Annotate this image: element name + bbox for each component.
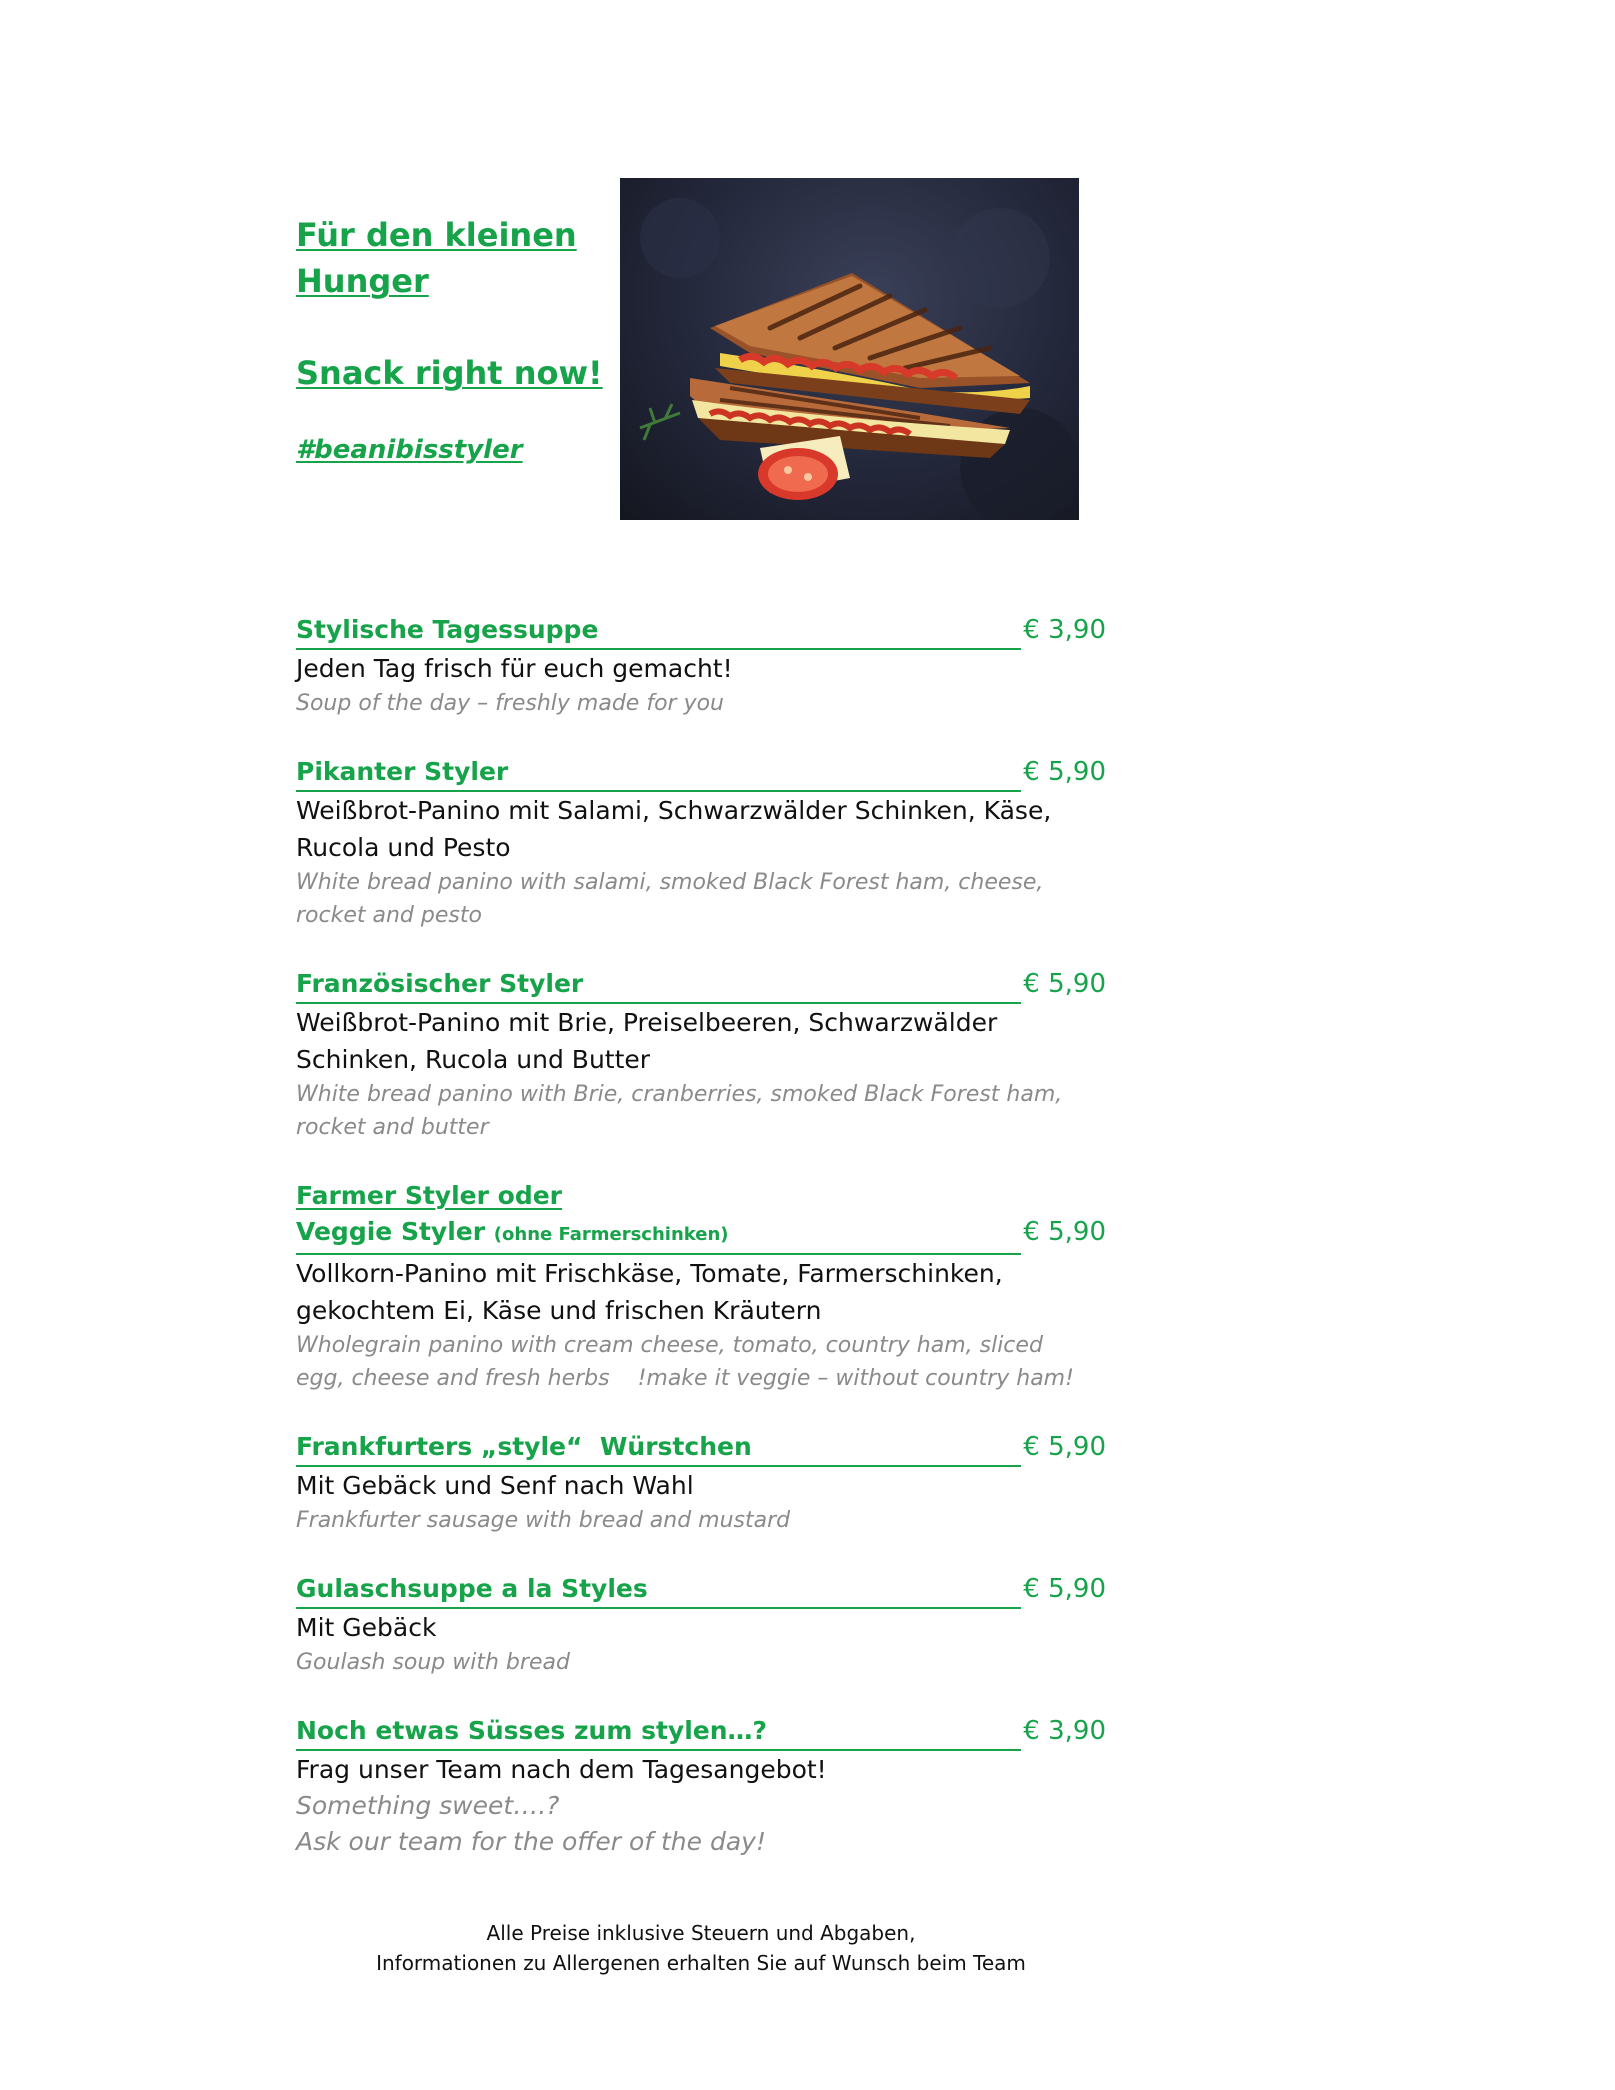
panini-sandwich-photo bbox=[620, 178, 1079, 520]
menu-item-description-en: Ask our team for the offer of the day! bbox=[296, 1827, 766, 1856]
page-subtitle: Snack right now! bbox=[296, 354, 603, 392]
menu-item-price: € 3,90 bbox=[1023, 1716, 1106, 1746]
footer-note bbox=[296, 1918, 1106, 1978]
page-title: Für den kleinen Hunger bbox=[296, 216, 577, 300]
menu-item-description-de: Jeden Tag frisch für euch gemacht! bbox=[296, 654, 733, 683]
menu-item-description-en: Something sweet….? bbox=[296, 1791, 560, 1820]
menu-item-price: € 5,90 bbox=[1023, 1574, 1106, 1604]
menu-item-price: € 5,90 bbox=[1023, 757, 1106, 787]
menu-item bbox=[296, 1429, 1106, 1537]
menu-item-title: Noch etwas Süsses zum stylen…? bbox=[296, 1713, 1021, 1751]
menu-item-description-de: Weißbrot-Panino mit Brie, Preiselbeeren, Schwarzwälder Schinken, Rucola und Butter bbox=[296, 1008, 998, 1074]
menu-item-description-de: Mit Gebäck und Senf nach Wahl bbox=[296, 1471, 694, 1500]
menu-item-title-main: Veggie Styler bbox=[296, 1217, 486, 1246]
menu-item-header bbox=[296, 1429, 1106, 1467]
menu-item-header bbox=[296, 1571, 1106, 1609]
menu-item-description-en: Soup of the day – freshly made for you bbox=[296, 691, 725, 716]
menu-item-price: € 5,90 bbox=[1023, 1432, 1106, 1462]
menu-item-title: Stylische Tagessuppe bbox=[296, 612, 1021, 650]
menu-item-description-en: Wholegrain panino with cream cheese, tomato, country ham, sliced egg, cheese and fresh herbs !make it veggie – without country ham! bbox=[296, 1333, 1074, 1391]
menu-item-header bbox=[296, 966, 1106, 1004]
menu-item-header bbox=[296, 1214, 1106, 1255]
menu-item-title-line1: Farmer Styler oder bbox=[296, 1181, 563, 1210]
menu-item bbox=[296, 966, 1106, 1144]
menu-item-header bbox=[296, 754, 1106, 792]
menu-item bbox=[296, 612, 1106, 720]
menu-item-title: Pikanter Styler bbox=[296, 754, 1021, 792]
menu-item-description-en: Goulash soup with bread bbox=[296, 1650, 570, 1675]
menu-item-description-en: White bread panino with Brie, cranberries, smoked Black Forest ham, rocket and butter bbox=[296, 1082, 1063, 1140]
footer-line: Alle Preise inklusive Steuern und Abgaben, bbox=[486, 1921, 916, 1945]
menu-item bbox=[296, 1571, 1106, 1679]
menu-item-description-de: Vollkorn-Panino mit Frischkäse, Tomate, Farmerschinken, gekochtem Ei, Käse und frischen Kräutern bbox=[296, 1259, 1003, 1325]
menu-item-description-de: Frag unser Team nach dem Tagesangebot! bbox=[296, 1755, 827, 1784]
menu-item-description-de: Mit Gebäck bbox=[296, 1613, 437, 1642]
menu-item-header bbox=[296, 1713, 1106, 1751]
menu-item-header bbox=[296, 612, 1106, 650]
footer-line: Informationen zu Allergenen erhalten Sie auf Wunsch beim Team bbox=[376, 1951, 1026, 1975]
panini-illustration bbox=[620, 178, 1079, 520]
menu-list bbox=[296, 612, 1106, 1894]
menu-item-title: Frankfurters „style“ Würstchen bbox=[296, 1429, 1021, 1467]
menu-item-title: Französischer Styler bbox=[296, 966, 1021, 1004]
menu-item bbox=[296, 1713, 1106, 1860]
menu-item-title: Gulaschsuppe a la Styles bbox=[296, 1571, 1021, 1609]
menu-item-title bbox=[296, 1214, 1021, 1255]
menu-item-price: € 5,90 bbox=[1023, 969, 1106, 999]
menu-item-description-de: Weißbrot-Panino mit Salami, Schwarzwälder Schinken, Käse, Rucola und Pesto bbox=[296, 796, 1052, 862]
menu-item-description-en: White bread panino with salami, smoked Black Forest ham, cheese, rocket and pesto bbox=[296, 870, 1044, 928]
hashtag-link[interactable]: #beanibisstyler bbox=[296, 435, 523, 465]
menu-item bbox=[296, 1178, 1106, 1395]
menu-item bbox=[296, 754, 1106, 932]
menu-item-price: € 3,90 bbox=[1023, 615, 1106, 645]
menu-item-description-en: Frankfurter sausage with bread and mustard bbox=[296, 1508, 791, 1533]
menu-item-price: € 5,90 bbox=[1023, 1217, 1106, 1247]
menu-item-title-note: (ohne Farmerschinken) bbox=[493, 1224, 729, 1245]
